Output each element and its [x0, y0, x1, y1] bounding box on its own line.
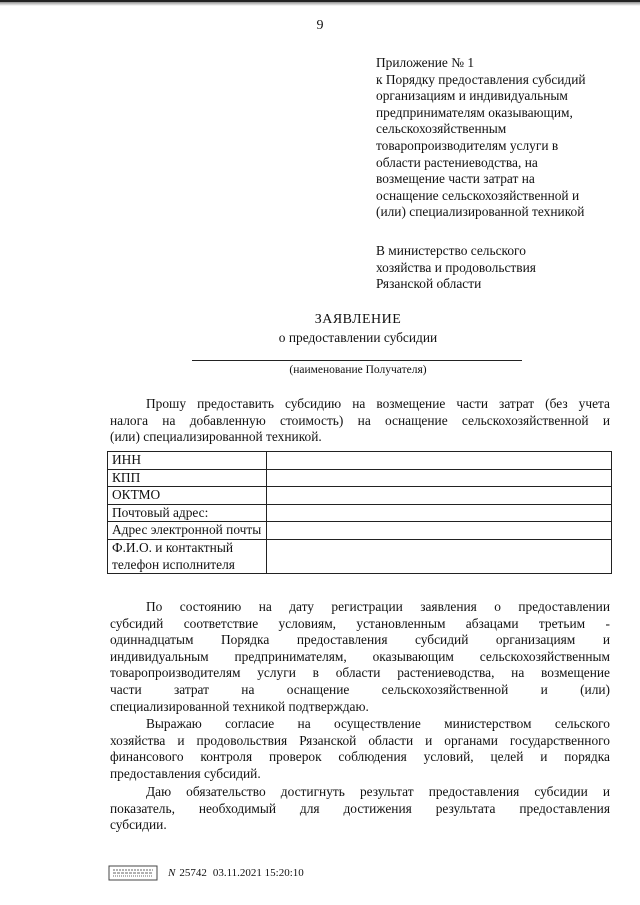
appendix-line: предпринимателям оказывающим,: [376, 104, 573, 120]
table-value-cell[interactable]: [267, 504, 612, 522]
appendix-line: организациям и индивидуальным: [376, 88, 568, 104]
table-row: [108, 452, 612, 470]
table-value-cell[interactable]: [267, 487, 612, 505]
appendix-line: товаропроизводителям услуги в: [376, 137, 559, 153]
appendix-line: области растениеводства, на: [376, 154, 538, 170]
number-sign: N: [168, 867, 176, 879]
document-title: ЗАЯВЛЕНИЕ: [314, 312, 402, 327]
paragraph-line: налога на добавленную стоимость) на оснащение сельскохозяйственной и: [110, 412, 610, 428]
obligation-paragraph: [110, 784, 610, 834]
table-row: [108, 539, 612, 573]
appendix-line: возмещение части затрат на: [376, 171, 535, 187]
table-row: [108, 487, 612, 505]
registry-stamp-icon: [108, 864, 158, 882]
page-number: 9: [316, 18, 324, 33]
recipient-details-table: [107, 451, 612, 574]
paragraph-line: Даю обязательство достигнуть результат предоставления субсидии и: [146, 784, 610, 799]
paragraph-line: (или) специализированной техникой.: [110, 429, 322, 445]
paragraph-line: части затрат на оснащение сельскохозяйственной и (или): [110, 681, 610, 697]
appendix-line: сельскохозяйственным: [376, 121, 507, 137]
addressee-line: В министерство сельского: [376, 243, 526, 258]
paragraph-line: субсидий соответствие условиям, установленным абзацами третьим -: [110, 615, 610, 631]
table-value-cell[interactable]: [267, 539, 612, 573]
paragraph-line: одиннадцатым Порядка предоставления субсидий организациям и: [110, 632, 610, 648]
paragraph-line: финансового контроля проверок соблюдения условий, целей и порядка: [110, 749, 610, 765]
table-label: Адрес электронной почты: [108, 522, 267, 540]
appendix-line: (или) специализированной техникой: [376, 204, 585, 220]
table-value-cell[interactable]: [267, 452, 612, 470]
addressee-block: [376, 243, 631, 293]
paragraph-line: показатель, необходимый для достижения результата предоставления: [110, 800, 610, 816]
paragraph-line: Прошу предоставить субсидию на возмещение части затрат (без учета: [146, 396, 610, 411]
paragraph-line: предоставления субсидий.: [110, 765, 261, 781]
table-value-cell[interactable]: [267, 469, 612, 487]
table-label: Почтовый адрес:: [108, 504, 267, 522]
appendix-block: [376, 55, 631, 221]
compliance-paragraph: [110, 599, 610, 715]
appendix-line: Приложение № 1: [376, 55, 475, 70]
recipient-name-caption: (наименование Получателя): [289, 364, 427, 376]
table-value-cell[interactable]: [267, 522, 612, 540]
table-row: [108, 522, 612, 540]
paragraph-line: специализированной техникой подтверждаю.: [110, 698, 369, 714]
addressee-line: хозяйства и продовольствия: [376, 259, 536, 275]
paragraph-line: Выражаю согласие на осуществление министерством сельского: [146, 716, 610, 731]
paragraph-line: хозяйства и продовольствия Рязанской области и органами государственного: [110, 732, 610, 748]
table-label: КПП: [108, 469, 267, 487]
paragraph-line: субсидии.: [110, 817, 167, 833]
table-label: Ф.И.О. и контактный телефон исполнителя: [108, 539, 267, 573]
request-paragraph: [110, 396, 610, 446]
recipient-name-line: [192, 360, 522, 361]
paragraph-line: индивидуальным предпринимателям, оказывающим сельскохозяйственным: [110, 648, 610, 664]
registration-footer: [108, 864, 304, 882]
paragraph-line: По состоянию на дату регистрации заявления о предоставлении: [146, 599, 610, 614]
table-label: ИНН: [108, 452, 267, 470]
appendix-line: оснащение сельскохозяйственной и: [376, 187, 580, 203]
registration-timestamp: 03.11.2021 15:20:10: [212, 867, 304, 879]
registration-number: 25742: [179, 867, 207, 879]
consent-paragraph: [110, 716, 610, 782]
addressee-line: Рязанской области: [376, 276, 482, 292]
table-label: ОКТМО: [108, 487, 267, 505]
appendix-line: к Порядку предоставления субсидий: [376, 71, 586, 87]
scan-edge-line: [0, 0, 640, 2]
paragraph-line: товаропроизводителям услуги в области растениеводства, на возмещение: [110, 665, 610, 681]
table-row: [108, 504, 612, 522]
table-row: [108, 469, 612, 487]
document-subtitle: о предоставлении субсидии: [278, 330, 438, 345]
